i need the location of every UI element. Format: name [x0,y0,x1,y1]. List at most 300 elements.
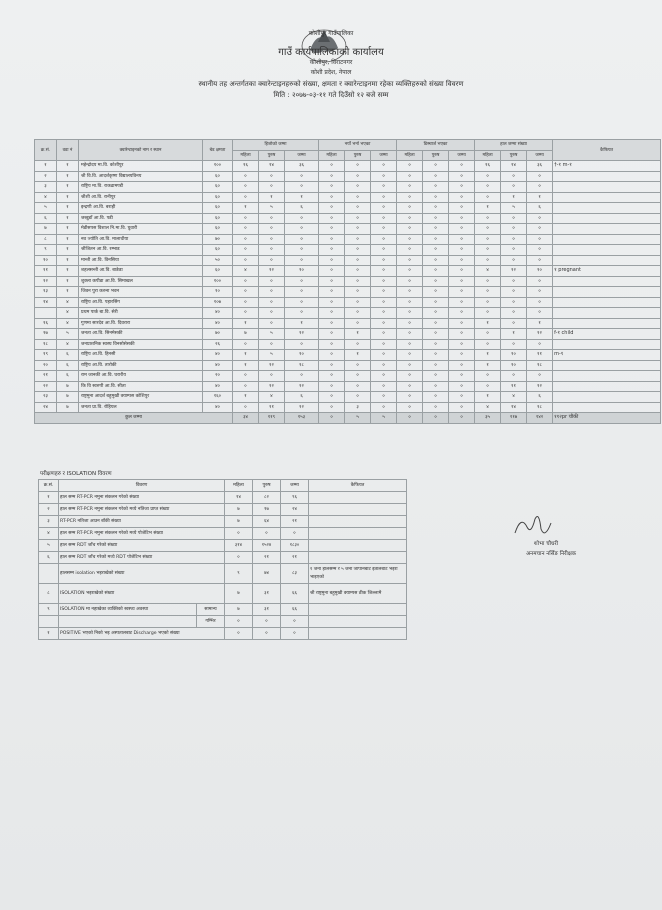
table-row [35,192,661,203]
row-value: ० [527,308,553,319]
row-value: ० [397,213,423,224]
row-value: ० [371,329,397,340]
row-beds: ४० [203,318,233,329]
iso-row-remark: १ जना हालसम्म र ५ जना जापानबाट इतालबाट भइरा भाइएको [309,564,407,584]
col-sub-female: महिला [233,150,259,161]
row-beds: १० [203,287,233,298]
row-remark [553,287,661,298]
iso-row-sn: १ [39,492,59,504]
row-value: ० [397,276,423,287]
row-value: ० [475,234,501,245]
row-value: ३६ [285,161,319,172]
row-value: १ [475,350,501,361]
row-remark [553,234,661,245]
row-value: ० [475,213,501,224]
iso-row-item: हाल सम्म RT-PCR नमुना संकलन गरेको मध्ये पोजेटिभ संख्या [59,528,225,540]
row-sn: ७ [35,224,57,235]
iso-row-item: हाल सम्म RT-PCR नमुना संकलन गरेको मध्ये नतिजा प्राप्त संख्या [59,504,225,516]
row-value: ० [397,255,423,266]
row-value: ० [371,297,397,308]
row-value: ० [501,308,527,319]
iso-col-sn: क्र.सं. [39,480,59,492]
iso-row-sn: ८ [39,584,59,604]
row-ward: १ [57,234,79,245]
row-value: ० [319,350,345,361]
row-sn: २१ [35,371,57,382]
row-value: ० [449,182,475,193]
iso-row-remark [309,516,407,528]
iso-row-item: हालसम्म isolation भइराखेको संख्या [59,564,225,584]
row-value: ० [319,339,345,350]
row-value: १ [233,350,259,361]
row-value: ० [397,161,423,172]
row-value: ० [449,297,475,308]
row-value: ० [319,402,345,413]
iso-row [39,504,407,516]
row-value: ० [233,255,259,266]
row-value: १ [285,192,319,203]
row-value: ० [527,297,553,308]
row-value: ० [371,360,397,371]
row-value: ० [285,255,319,266]
row-value: १ [285,318,319,329]
row-value: ० [423,392,449,403]
iso-row-total: २१ [281,516,309,528]
row-beds: १०७ [203,297,233,308]
row-value: ० [371,245,397,256]
row-sn: १० [35,255,57,266]
row-value: ० [345,213,371,224]
row-remark: १ pregnant [553,266,661,277]
row-value: ० [475,245,501,256]
row-value: ० [319,371,345,382]
row-value: ० [449,339,475,350]
row-value: ० [501,245,527,256]
table-row [35,329,661,340]
total-value: ११७ [501,413,527,424]
row-value: ० [423,213,449,224]
signatory-role: अनमचान नर्सिङ निरीक्षक [525,551,577,557]
col-group-current: हाल जम्मा संख्या [475,140,553,151]
row-value: ० [345,381,371,392]
iso-row-male: ८२ [253,492,281,504]
row-value: १४ [501,402,527,413]
row-value: ० [345,287,371,298]
row-name: जनता आ.वि. सिनमेसकी [79,329,203,340]
row-value: १४ [501,161,527,172]
row-value: ० [319,224,345,235]
row-value: ० [345,255,371,266]
row-beds: ७० [203,234,233,245]
row-value: ० [319,392,345,403]
row-value: ० [423,381,449,392]
row-value: ० [371,266,397,277]
row-value: ० [423,171,449,182]
row-value: ० [345,182,371,193]
col-group-new: नयाँ भर्ना भएका [319,140,397,151]
row-value: ० [527,245,553,256]
row-value: १२ [527,329,553,340]
row-value: ० [285,297,319,308]
iso-row-male: १७ [253,504,281,516]
row-value: ० [449,360,475,371]
row-value: ० [475,329,501,340]
row-value: ० [371,234,397,245]
row-value: ० [449,371,475,382]
row-sn: १८ [35,339,57,350]
iso-col-female: महिला [225,480,253,492]
row-beds: २६ [203,339,233,350]
total-value: ० [397,413,423,424]
row-value: ० [233,297,259,308]
row-value: ० [259,224,285,235]
row-name: कि वि स्वरुपी आ.वि. सीता [79,381,203,392]
row-ward: ४ [57,318,79,329]
row-value: ० [397,329,423,340]
row-value: ० [233,245,259,256]
iso-row-total: ६६ [281,604,309,616]
table-row [35,266,661,277]
iso-row-female: ० [225,616,253,628]
row-remark [553,339,661,350]
row-beds: २० [203,371,233,382]
row-ward: १ [57,245,79,256]
table-row [35,339,661,350]
row-ward: ४ [57,297,79,308]
row-value: ० [233,234,259,245]
row-sn: ५ [35,203,57,214]
row-value: ० [345,266,371,277]
row-remark: m-१ [553,350,661,361]
row-remark [553,276,661,287]
row-value: ३ [345,402,371,413]
col-sub-male: पुरुष [423,150,449,161]
row-value: ० [475,371,501,382]
row-value: ० [371,182,397,193]
iso-row-total: ० [281,528,309,540]
row-value: ० [475,339,501,350]
row-value: ० [371,350,397,361]
row-value: ० [259,339,285,350]
row-sn: ८ [35,234,57,245]
row-value: ० [527,287,553,298]
row-name: जनता प्रा.वि. रोहियल [79,402,203,413]
table-row [35,203,661,214]
iso-row-sn [39,564,59,584]
row-beds: ६० [203,245,233,256]
row-value: ० [449,276,475,287]
iso-row-sn: ३ [39,516,59,528]
row-value: ११ [501,381,527,392]
iso-col-male: पुरुष [253,480,281,492]
row-name: राष्ट्रिय आ.वि. तारोकी [79,360,203,371]
row-value: ० [345,171,371,182]
row-ward: १ [57,171,79,182]
row-value: ० [259,318,285,329]
col-beds: बेड क्षमता [203,140,233,161]
row-sn: ६ [35,213,57,224]
row-value: ० [371,339,397,350]
row-value: ० [319,245,345,256]
row-value: ० [397,297,423,308]
iso-row-total: २१ [281,552,309,564]
row-value: ० [319,329,345,340]
row-beds: ४० [203,308,233,319]
iso-row-remark [309,604,407,616]
row-value: ० [371,381,397,392]
row-value: ० [371,276,397,287]
row-value: ० [501,213,527,224]
row-value: ० [285,213,319,224]
row-sn: १७ [35,329,57,340]
row-value: ० [259,171,285,182]
row-value: ७ [233,329,259,340]
row-name: जिवन पुरा करुना भवन [79,287,203,298]
row-value: १२ [285,402,319,413]
table-row [35,234,661,245]
row-value: ० [319,360,345,371]
row-value: १ [345,350,371,361]
row-ward: ७ [57,392,79,403]
row-name: शहलसन्ती आ.वि. बाङेडा [79,266,203,277]
row-name: मान्ती आ.वि. विनसिया [79,255,203,266]
row-value: १० [285,350,319,361]
row-value: ० [397,203,423,214]
iso-row-male: ० [253,628,281,640]
row-value: ० [527,171,553,182]
row-ward: ७ [57,381,79,392]
row-value: ० [259,213,285,224]
iso-row-subitem: सामान्य [197,604,225,616]
col-sub-total: जम्मा [371,150,397,161]
iso-row [39,584,407,604]
row-sn [35,308,57,319]
row-value: ० [423,203,449,214]
row-value: १२ [259,360,285,371]
iso-row [39,516,407,528]
row-value: ५ [259,203,285,214]
iso-row-total: ९६ [281,492,309,504]
row-value: ० [501,318,527,329]
row-ward: ४ [57,308,79,319]
row-value: १० [501,360,527,371]
row-value: ० [423,339,449,350]
row-value: ११ [527,350,553,361]
row-ward: १ [57,182,79,193]
row-value: १२ [285,329,319,340]
row-value: ० [501,297,527,308]
row-value: ० [285,287,319,298]
table-row [35,371,661,382]
row-beds: ७० [203,329,233,340]
row-value: १६ [475,161,501,172]
row-value: ० [423,192,449,203]
iso-row [39,628,407,640]
iso-row-female: ७ [225,584,253,604]
row-value: ० [475,308,501,319]
table-row [35,360,661,371]
row-ward: १ [57,161,79,172]
row-value: ० [423,234,449,245]
row-value: ० [475,276,501,287]
row-ward: ६ [57,371,79,382]
row-remark [553,224,661,235]
row-value: ० [345,360,371,371]
row-value: ० [259,371,285,382]
row-sn: २३ [35,392,57,403]
row-value: ० [233,171,259,182]
col-sub-male: पुरुष [345,150,371,161]
row-value: ० [371,203,397,214]
row-value: १ [475,318,501,329]
row-value: ० [423,266,449,277]
row-name: राष्ट्रिय मा.वि. राकढामण्डी [79,182,203,193]
iso-row [39,528,407,540]
row-ward: ५ [57,329,79,340]
row-value: ० [423,360,449,371]
row-value: ० [259,297,285,308]
row-value: ० [475,255,501,266]
iso-row-female: ७ [225,504,253,516]
row-value: ० [233,371,259,382]
col-sub-total: जम्मा [285,150,319,161]
row-value: ५ [259,329,285,340]
row-value: ० [501,371,527,382]
row-ward: १ [57,255,79,266]
iso-row-male: ३१ [253,604,281,616]
row-value: ० [371,255,397,266]
row-remark [553,192,661,203]
row-value: ० [449,255,475,266]
row-value: ० [345,339,371,350]
row-value: ६ [527,203,553,214]
report-title: स्थानीय तह अन्तर्गतका क्वारेन्टाइनहरुको संख्या, क्षमता र क्वारेन्टाइनमा रहेका व्यक्तिहरुको संख्या विवरण [198,80,464,88]
row-name: राष्ट्रिय आ.वि. हिनसी [79,350,203,361]
row-value: ० [233,276,259,287]
table-row [35,297,661,308]
table-row [35,182,661,193]
row-value: १ [527,318,553,329]
row-value: ० [319,266,345,277]
row-value: ० [397,171,423,182]
row-name: राष्ट्रमुना आदर्श बहुमुखी क्याम्पस कोशिपुर [79,392,203,403]
row-ward: १ [57,276,79,287]
row-value: ० [371,318,397,329]
col-sub-female: महिला [475,150,501,161]
row-value: ० [259,234,285,245]
row-value: ० [501,171,527,182]
row-value: ० [449,381,475,392]
row-value: ० [259,182,285,193]
iso-row-female: ० [225,552,253,564]
row-value: ० [423,245,449,256]
row-value: ० [449,329,475,340]
iso-col-total: जम्मा [281,480,309,492]
row-value: ० [397,308,423,319]
row-value: ० [397,339,423,350]
signatory-name: शोभा चौधरी [533,541,559,547]
row-value: ० [397,318,423,329]
total-value: ० [449,413,475,424]
row-value: ० [371,392,397,403]
row-ward: १ [57,224,79,235]
row-value: ० [345,318,371,329]
col-sub-total: जम्मा [527,150,553,161]
table-row [35,381,661,392]
row-value: १ [527,192,553,203]
row-value: ० [285,171,319,182]
row-beds: ४० [203,381,233,392]
row-value: १२ [527,381,553,392]
col-ward: वडा नं [57,140,79,161]
row-remark [553,297,661,308]
row-beds: ४० [203,350,233,361]
row-value: ० [285,245,319,256]
col-sn: क्र.सं. [35,140,57,161]
iso-row-female: ० [225,528,253,540]
row-value: ११ [259,402,285,413]
iso-row-total: ० [281,628,309,640]
table-row [35,255,661,266]
iso-row [39,604,407,616]
row-sn: २४ [35,402,57,413]
row-name: मेडीसपस विशाल नि.मा.वि. घुवारी [79,224,203,235]
total-value: ० [423,413,449,424]
header-address: कोशीपुर, विराटनगर [309,59,353,66]
row-remark [553,381,661,392]
row-value: ० [233,381,259,392]
total-remark: ११२pr चौकी [553,413,661,424]
row-name: महेन्द्रोदय मा.वि. कोशीपुर [79,161,203,172]
row-ward: ६ [57,350,79,361]
iso-row-total: १८३० [281,540,309,552]
row-sn: १३ [35,287,57,298]
row-value: ० [259,276,285,287]
iso-row-sn [39,616,59,628]
row-value: ० [501,276,527,287]
row-value: ० [423,255,449,266]
row-remark [553,245,661,256]
row-sn: १९ [35,350,57,361]
row-value: ० [397,245,423,256]
isolation-section-title: परीक्षणहरु र ISOLATION विवरण [40,471,112,477]
row-sn: २० [35,360,57,371]
table-row [35,171,661,182]
total-value: ५ [371,413,397,424]
row-value: ० [449,161,475,172]
iso-col-remark: कैफियत [309,480,407,492]
row-name: गुणमा सारदेव आ.वि. दिवरारा [79,318,203,329]
row-value: ० [371,371,397,382]
row-value: १२ [285,381,319,392]
col-sub-female: महिला [319,150,345,161]
row-sn: १२ [35,276,57,287]
total-value: ३५ [475,413,501,424]
row-value: ० [397,350,423,361]
row-value: ० [233,308,259,319]
row-value: १ [475,360,501,371]
row-ward: ७ [57,402,79,413]
table-row [35,161,661,172]
row-value: ० [285,224,319,235]
col-remarks: कैफियत [553,140,661,161]
row-value: ० [527,276,553,287]
row-value: ० [345,371,371,382]
row-value: ० [345,234,371,245]
row-value: ५ [259,350,285,361]
total-value: ११९ [259,413,285,424]
row-value: ० [397,192,423,203]
